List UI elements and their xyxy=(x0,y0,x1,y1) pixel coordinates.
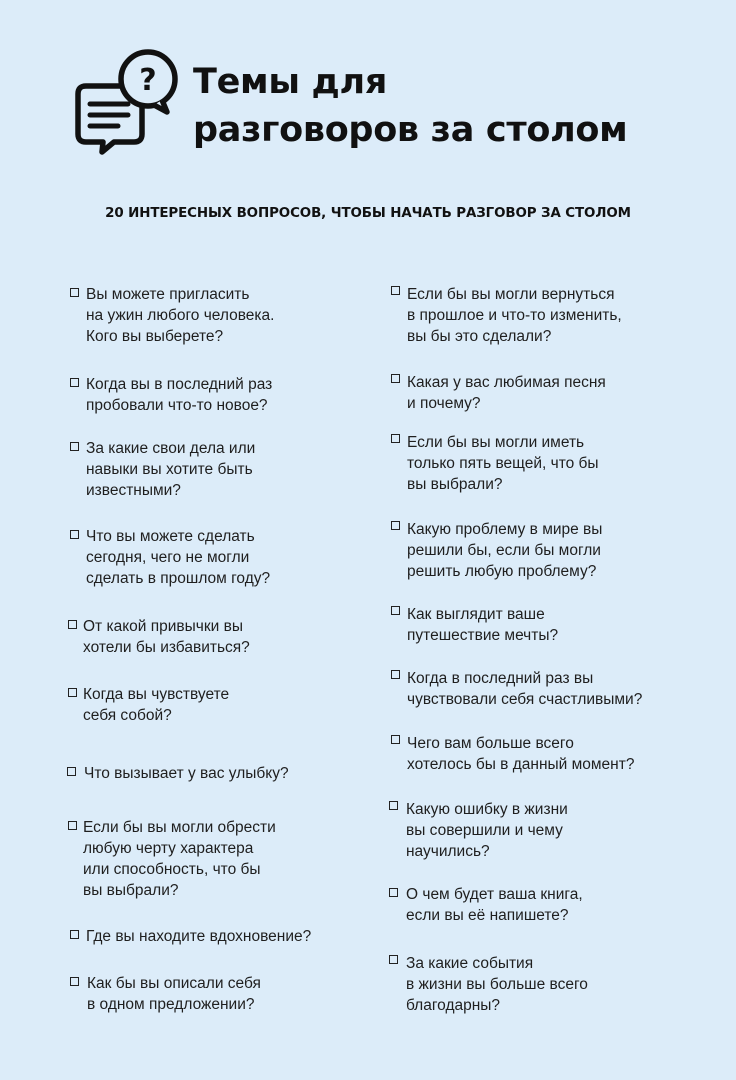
checkbox-icon[interactable] xyxy=(68,688,77,697)
subtitle: 20 ИНТЕРЕСНЫХ ВОПРОСОВ, ЧТОБЫ НАЧАТЬ РАЗГОВОР ЗА СТОЛОМ xyxy=(105,206,631,221)
question-text: За какие события в жизни вы больше всего благодарны? xyxy=(406,955,588,1014)
question-text: Если бы вы могли обрести любую черту характера или способность, что бы вы выбрали? xyxy=(83,819,276,899)
question-item[interactable] xyxy=(391,372,606,414)
question-item[interactable] xyxy=(68,684,229,726)
question-item[interactable] xyxy=(70,374,272,416)
checkbox-icon[interactable] xyxy=(389,888,398,897)
question-text: Как бы вы описали себя в одном предложении? xyxy=(87,975,261,1013)
question-item[interactable] xyxy=(391,519,602,582)
question-item[interactable] xyxy=(70,284,274,347)
question-item[interactable] xyxy=(389,884,583,926)
question-text: Где вы находите вдохновение? xyxy=(86,928,312,945)
question-item[interactable] xyxy=(389,799,568,862)
checkbox-icon[interactable] xyxy=(389,955,398,964)
question-item[interactable] xyxy=(391,432,599,495)
question-item[interactable] xyxy=(391,668,642,710)
checkbox-icon[interactable] xyxy=(391,670,400,679)
question-item[interactable] xyxy=(70,526,270,589)
checkbox-icon[interactable] xyxy=(391,735,400,744)
chat-bubbles-question-icon xyxy=(70,48,180,156)
question-text: Когда вы чувствуете себя собой? xyxy=(83,686,230,724)
title-line-2: разговоров за столом xyxy=(193,110,628,150)
checkbox-icon[interactable] xyxy=(68,620,77,629)
question-text: Чего вам больше всего хотелось бы в данный момент? xyxy=(407,735,635,773)
question-item[interactable] xyxy=(391,733,634,775)
question-text: Какая у вас любимая песня и почему? xyxy=(407,374,606,412)
question-item[interactable] xyxy=(68,817,276,901)
checkbox-icon[interactable] xyxy=(391,374,400,383)
question-item[interactable] xyxy=(67,763,289,784)
checkbox-icon[interactable] xyxy=(389,801,398,810)
checkbox-icon[interactable] xyxy=(391,606,400,615)
question-text: Какую проблему в мире вы решили бы, если бы могли решить любую проблему? xyxy=(407,521,603,580)
question-item[interactable] xyxy=(391,284,622,347)
checkbox-icon[interactable] xyxy=(391,521,400,530)
question-item[interactable] xyxy=(70,438,255,501)
question-text: Когда в последний раз вы чувствовали себя счастливыми? xyxy=(407,670,643,708)
question-text: Что вы можете сделать сегодня, чего не могли сделать в прошлом году? xyxy=(86,528,271,587)
checkbox-icon[interactable] xyxy=(70,442,79,451)
question-text: Когда вы в последний раз пробовали что-то новое? xyxy=(86,376,273,414)
question-text: Если бы вы могли иметь только пять вещей, что бы вы выбрали? xyxy=(407,434,599,493)
question-item[interactable] xyxy=(68,616,250,658)
checkbox-icon[interactable] xyxy=(70,930,79,939)
checkbox-icon[interactable] xyxy=(70,530,79,539)
checkbox-icon[interactable] xyxy=(68,821,77,830)
question-item[interactable] xyxy=(391,604,558,646)
checkbox-icon[interactable] xyxy=(70,378,79,387)
checkbox-icon[interactable] xyxy=(67,767,76,776)
question-text: О чем будет ваша книга, если вы её напишете? xyxy=(406,886,583,924)
question-text: Если бы вы могли вернуться в прошлое и что-то изменить, вы бы это сделали? xyxy=(407,286,622,345)
title-line-1: Темы для xyxy=(193,62,388,102)
question-text: За какие свои дела или навыки вы хотите быть известными? xyxy=(86,440,256,499)
question-text: От какой привычки вы хотели бы избавиться? xyxy=(83,618,250,656)
checkbox-icon[interactable] xyxy=(391,434,400,443)
checkbox-icon[interactable] xyxy=(391,286,400,295)
question-text: Какую ошибку в жизни вы совершили и чему научились? xyxy=(406,801,568,860)
question-text: Как выглядит ваше путешествие мечты? xyxy=(407,606,559,644)
checkbox-icon[interactable] xyxy=(70,288,79,297)
question-item[interactable] xyxy=(389,953,588,1016)
checkbox-icon[interactable] xyxy=(70,977,79,986)
question-item[interactable] xyxy=(70,926,311,947)
svg-text:?: ? xyxy=(139,63,157,98)
question-item[interactable] xyxy=(70,973,261,1015)
question-text: Что вызывает у вас улыбку? xyxy=(84,765,289,782)
question-text: Вы можете пригласить на ужин любого человека. Кого вы выберете? xyxy=(86,286,275,345)
page-title xyxy=(193,58,627,154)
